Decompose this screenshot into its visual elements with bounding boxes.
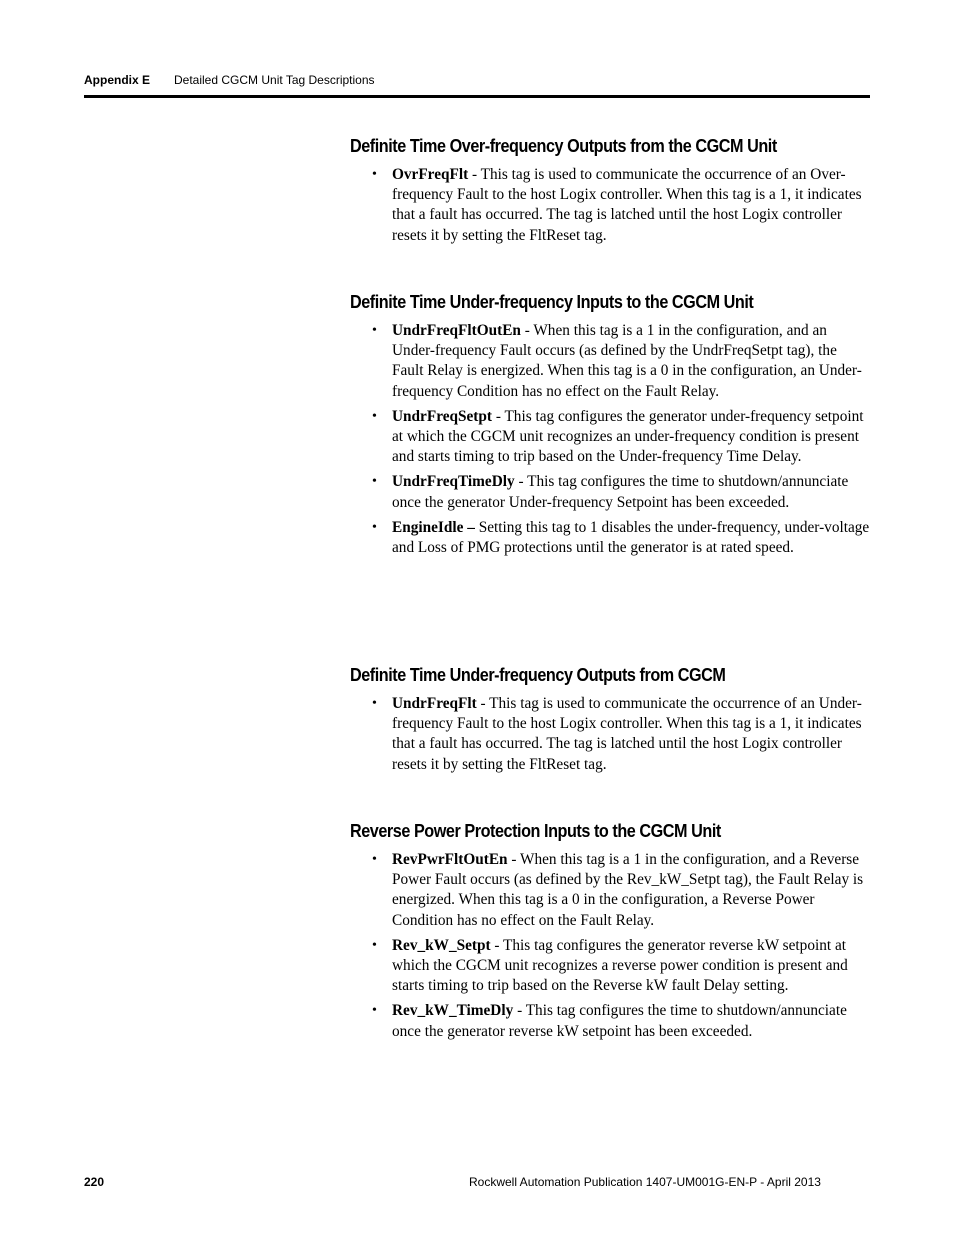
tag-list — [350, 165, 870, 246]
tag-description: - When this tag is a 1 in the configuration, and an Under-frequency Fault occurs (as defined by the UndrFreqSetpt tag), the Fault Relay is energized. When this tag is a 0 in the configuration, an Under-frequency Condition has no effect on the Fault Relay. — [392, 322, 862, 400]
tag-name: UndrFreqTimeDly — [392, 473, 515, 491]
tag-name: Rev_kW_Setpt — [392, 936, 491, 954]
tag-description: Setting this tag to 1 disables the under-frequency, under-voltage and Loss of PMG protections until the generator is at rated speed. — [392, 518, 870, 557]
tag-name: Rev_kW_TimeDly — [392, 1002, 514, 1020]
tag-name: OvrFreqFlt — [392, 166, 469, 183]
tag-description: - This tag is used to communicate the occurrence of an Over-frequency Fault to the host Logix controller. When this tag is a 1, it indicates that a fault has occurred. The tag is latched until the host Logix controller resets it by setting the FltReset tag. — [392, 166, 862, 244]
header-rule — [84, 95, 870, 98]
list-item — [350, 472, 870, 512]
section-heading: Definite Time Under-frequency Inputs to the CGCM Unit — [350, 292, 754, 312]
section-reverse-power-inputs — [350, 817, 870, 1047]
tag-list — [350, 694, 870, 775]
tag-name: UndrFreqFlt — [392, 695, 477, 712]
list-item — [350, 850, 870, 931]
tag-name: RevPwrFltOutEn — [392, 851, 508, 868]
tag-description: - When this tag is a 1 in the configuration, and a Reverse Power Fault occurs (as defined by the Rev_kW_Setpt tag), the Fault Relay is energized. When this tag is a 0 in the configuration, a Reverse Power Condition has no effect on the Fault Relay. — [392, 851, 864, 929]
tag-list — [350, 850, 870, 1042]
tag-name: UndrFreqFltOutEn — [392, 322, 521, 339]
tag-description: - This tag configures the generator reverse kW setpoint at which the CGCM unit recognizes a reverse power condition is present and starts timing to trip based on the Reverse kW fault Delay setting. — [392, 936, 848, 995]
list-item — [350, 1001, 870, 1041]
tag-list — [350, 321, 870, 558]
list-item — [350, 407, 870, 468]
appendix-label: Appendix E — [84, 73, 151, 87]
section-underfrequency-inputs — [350, 288, 870, 563]
page-footer — [84, 1175, 870, 1193]
tag-description: - This tag configures the time to shutdown/annunciate once the generator Under-frequency Setpoint has been exceeded. — [392, 473, 849, 511]
page-number: 220 — [84, 1175, 105, 1189]
tag-description: - This tag is used to communicate the occurrence of an Under-frequency Fault to the host Logix controller. When this tag is a 1, it indicates that a fault has occurred. The tag is latched until the host Logix controller resets it by setting the FltReset tag. — [392, 695, 862, 773]
section-overfrequency-outputs — [350, 132, 870, 251]
list-item — [350, 321, 870, 402]
section-underfrequency-outputs — [350, 661, 870, 780]
section-heading: Reverse Power Protection Inputs to the CGCM Unit — [350, 821, 721, 841]
section-heading: Definite Time Over-frequency Outputs from the CGCM Unit — [350, 136, 777, 156]
tag-name: UndrFreqSetpt — [392, 407, 492, 425]
chapter-title: Detailed CGCM Unit Tag Descriptions — [174, 73, 375, 87]
tag-description: - This tag configures the generator under-frequency setpoint at which the CGCM unit recognizes an under-frequency condition is present and starts timing to trip based on the Under-frequency Time Delay. — [392, 407, 864, 466]
list-item — [350, 936, 870, 997]
section-heading: Definite Time Under-frequency Outputs from CGCM — [350, 665, 726, 685]
tag-description: - This tag configures the time to shutdown/annunciate once the generator reverse kW setpoint has been exceeded. — [392, 1002, 847, 1040]
list-item — [350, 694, 870, 775]
tag-name: EngineIdle – — [392, 518, 475, 536]
publication-info: Rockwell Automation Publication 1407-UM001G-EN-P - April 2013 — [469, 1175, 821, 1189]
list-item — [350, 518, 870, 558]
running-header — [84, 73, 870, 91]
list-item — [350, 165, 870, 246]
